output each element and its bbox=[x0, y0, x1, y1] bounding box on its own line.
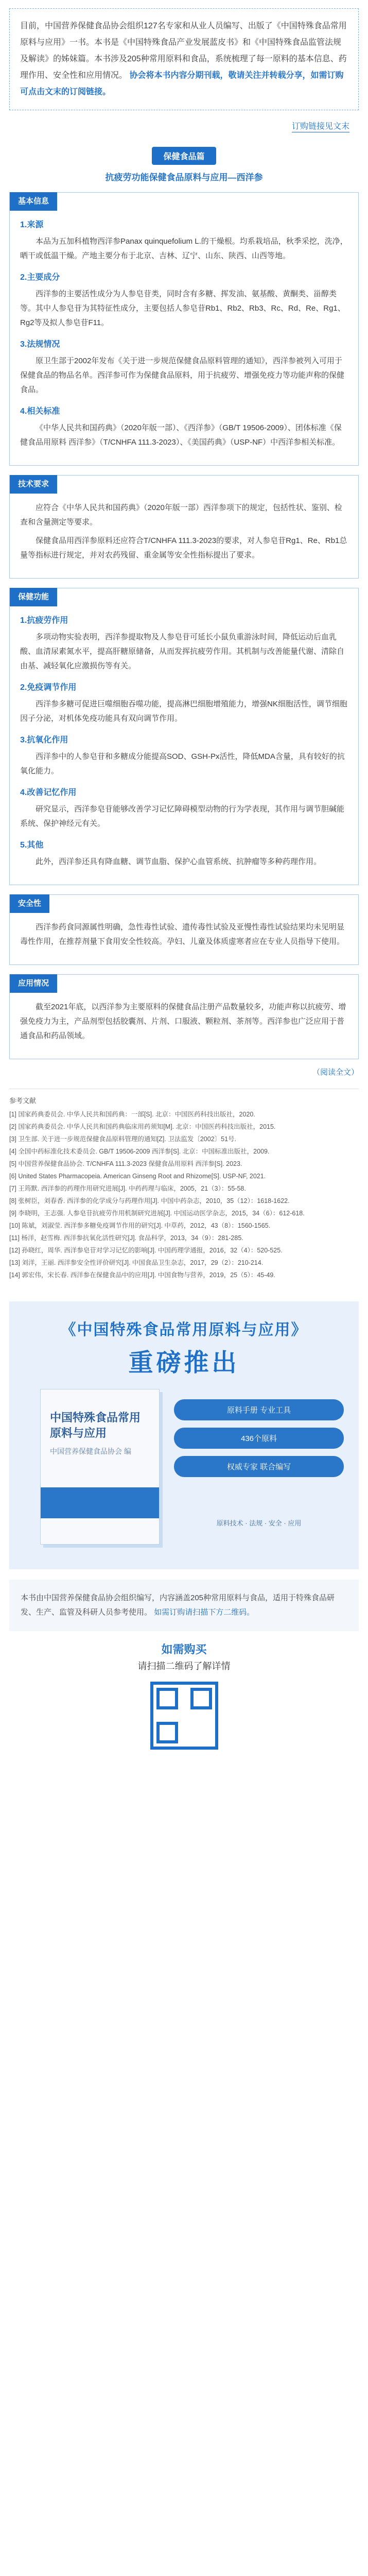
section-title: 4.改善记忆作用 bbox=[20, 788, 77, 797]
section-text: 多项动物实验表明，西洋参提取物及人参皂苷可延长小鼠负重游泳时间，降低运动后血乳酸、血清尿素氮水平，提高肝糖原储备，从而发挥抗疲劳作用。其机制与改善能量代谢、清除自由基、减轻氧化应激损伤等有关。 bbox=[20, 633, 345, 670]
reference-item: [14] 郭宏伟，宋长春. 西洋参在保健食品中的应用[J]. 中国食物与营养，2019，25（5）：45-49. bbox=[9, 1272, 275, 1279]
contact-line-2: 请扫描二维码了解详情 bbox=[137, 1661, 231, 1671]
section-text: 西洋参中的人参皂苷和多糖成分能提高SOD、GSH-Px活性，降低MDA含量，具有较好的抗氧化能力。 bbox=[20, 752, 345, 775]
reference-item: [6] United States Pharmacopeia. American Ginseng Root and Rhizome[S]. USP-NF, 2021. bbox=[9, 1173, 266, 1180]
section-title: 3.抗氧化作用 bbox=[20, 736, 68, 744]
reference-item: [2] 国家药典委员会. 中华人民共和国药典临床用药须知[M]. 北京：中国医药科技出版社，2015. bbox=[9, 1123, 276, 1130]
card-tab-basic: 基本信息 bbox=[10, 192, 57, 211]
qr-code-icon[interactable] bbox=[150, 1682, 218, 1750]
reference-item: [4] 全国中药标准化技术委员会. GB/T 19506-2009 西洋参[S]. 北京：中国标准出版社，2009. bbox=[9, 1148, 270, 1155]
book-cover-band bbox=[41, 1487, 159, 1518]
section-text: 原卫生部于2002年发布《关于进一步规范保健食品原料管理的通知》，西洋参被列入可用于保健食品的物品名单。西洋参可作为保健食品原料，用于抗疲劳、增强免疫力等功能声称的保健食品。 bbox=[20, 357, 345, 394]
reference-item: [3] 卫生部. 关于进一步规范保健食品原料管理的通知[Z]. 卫法监发〔2002〕51号. bbox=[9, 1136, 237, 1143]
application-card bbox=[9, 974, 359, 1059]
promo-heading: 《中国特殊食品常用原料与应用》 bbox=[60, 1321, 308, 1338]
contact-line-1: 如需购买 bbox=[161, 1643, 207, 1656]
promo-chip: 原料手册 专业工具 bbox=[174, 1399, 344, 1420]
promo-big-title: 重磅推出 bbox=[128, 1349, 240, 1377]
reference-item: [1] 国家药典委员会. 中华人民共和国药典：一部[S]. 北京：中国医药科技出版社，2020. bbox=[9, 1111, 255, 1118]
book-cover-image bbox=[40, 1389, 160, 1545]
references-title: 参考文献 bbox=[9, 1097, 37, 1105]
intro-box bbox=[9, 8, 359, 110]
safety-card bbox=[9, 894, 359, 965]
reference-item: [13] 刘洋，王丽. 西洋参安全性评价研究[J]. 中国食品卫生杂志，2017，29（2）：210-214. bbox=[9, 1259, 264, 1266]
section-title: 2.免疫调节作用 bbox=[20, 683, 77, 692]
section-title: 2.主要成分 bbox=[20, 273, 60, 282]
tech-text-1: 应符合《中华人民共和国药典》（2020年版一部）西洋参项下的规定，包括性状、鉴别、检查和含量测定等要求。 bbox=[20, 503, 342, 527]
basic-info-card bbox=[9, 192, 359, 466]
promo-chips bbox=[174, 1399, 344, 1484]
section-title: 4.相关标准 bbox=[20, 407, 60, 416]
order-info bbox=[9, 1580, 359, 1631]
card-tab-safety: 安全性 bbox=[10, 894, 49, 913]
safety-text: 西洋参药食同源属性明确，急性毒性试验、遗传毒性试验及亚慢性毒性试验结果均未见明显毒性作用，在推荐剂量下食用安全性较高。孕妇、儿童及体质虚寒者应在专业人员指导下使用。 bbox=[20, 923, 345, 946]
category-pill: 保健食品篇 bbox=[152, 147, 216, 165]
reference-list bbox=[9, 1109, 359, 1281]
intro-highlight: 协会将本书内容分期刊载，敬请关注并转载分享，如需订购可点击文末的订阅链接。 bbox=[20, 71, 344, 96]
reference-item: [8] 张树臣，刘春香. 西洋参的化学成分与药理作用[J]. 中国中药杂志，2010，35（12）：1618-1622. bbox=[9, 1197, 290, 1205]
category-header bbox=[0, 147, 368, 165]
application-text: 截至2021年底，以西洋参为主要原料的保健食品注册产品数量较多，功能声称以抗疲劳、增强免疫力为主，产品剂型包括胶囊剂、片剂、口服液、颗粒剂、茶剂等。西洋参也广泛应用于普通食品和药品领域。 bbox=[20, 1003, 346, 1040]
reference-item: [9] 李晓明，王志强. 人参皂苷抗疲劳作用机制研究进展[J]. 中国运动医学杂志，2015，34（6）：612-618. bbox=[9, 1210, 305, 1217]
book-title: 中国特殊食品常用原料与应用 bbox=[50, 1411, 141, 1439]
intro-text: 目前，中国营养保健食品协会组织127名专家和从业人员编写、出版了《中国特殊食品常用原料与应用》一书。本书是《中国特殊食品产业发展蓝皮书》和《中国特殊食品监管法规及解读》的姊妹篇。本书涉及205种常用原料和食品，系统梳理了每一原料的基本信息、药理作用、安全性和应用情况。 bbox=[20, 22, 347, 80]
section-text: 此外，西洋参还具有降血糖、调节血脂、保护心血管系统、抗肿瘤等多种药理作用。 bbox=[36, 857, 322, 866]
reference-item: [10] 陈斌，刘淑莹. 西洋参多糖免疫调节作用的研究[J]. 中草药，2012，43（8）：1560-1565. bbox=[9, 1222, 271, 1229]
reference-item: [7] 王筠默. 西洋参的药理作用研究进展[J]. 中药药理与临床，2005，21（3）：55-58. bbox=[9, 1185, 246, 1192]
reference-item: [12] 孙晓红，周华. 西洋参皂苷对学习记忆的影响[J]. 中国药理学通报，2016，32（4）：520-525. bbox=[9, 1247, 283, 1254]
references bbox=[9, 1095, 359, 1281]
section-title: 1.来源 bbox=[20, 221, 44, 229]
book-promo-banner[interactable] bbox=[9, 1301, 359, 1569]
section-title: 5.其他 bbox=[20, 841, 44, 850]
contact-block bbox=[0, 1641, 368, 1750]
promo-chip: 权威专家 联合编写 bbox=[174, 1456, 344, 1477]
order-highlight: 如需订购请扫描下方二维码。 bbox=[154, 1608, 255, 1617]
reference-item: [5] 中国营养保健食品协会. T/CNHFA 111.3-2023 保健食品用原料 西洋参[S]. 2023. bbox=[9, 1160, 242, 1167]
category-title: 抗疲劳功能保健食品原料与应用—西洋参 bbox=[105, 173, 263, 182]
card-tab-function: 保健功能 bbox=[10, 588, 57, 606]
section-text: 西洋参的主要活性成分为人参皂苷类，同时含有多糖、挥发油、氨基酸、黄酮类、甾醇类等。其中人参皂苷为其特征性成分，主要包括人参皂苷Rb1、Rb2、Rb3、Rc、Rd、Re、Rg1、Rg2等及拟人参皂苷F11。 bbox=[20, 290, 345, 327]
promo-note: 原料技术 · 法规 · 安全 · 应用 bbox=[216, 1519, 302, 1527]
book-subtitle: 中国营养保健食品协会 编 bbox=[50, 1447, 131, 1455]
reference-item: [11] 杨洋，赵雪梅. 西洋参抗氧化活性研究[J]. 食品科学，2013，34（9）：281-285. bbox=[9, 1234, 243, 1242]
section-title: 3.法规情况 bbox=[20, 340, 60, 349]
section-title: 1.抗疲劳作用 bbox=[20, 616, 68, 625]
card-tab-application: 应用情况 bbox=[10, 974, 57, 993]
read-more-link[interactable]: （阅读全文） bbox=[312, 1068, 359, 1077]
tech-card bbox=[9, 475, 359, 579]
order-text: 本书由中国营养保健食品协会组织编写，内容涵盖205种常用原料与食品，适用于特殊食品研发、生产、监管及科研人员参考使用。 bbox=[21, 1594, 335, 1617]
section-text: 本品为五加科植物西洋参Panax quinquefolium L.的干燥根。均系栽培品，秋季采挖，洗净，晒干或低温干燥。产地主要分布于北京、吉林、辽宁、山东、陕西、山西等地。 bbox=[20, 237, 348, 260]
section-text: 西洋参多糖可促进巨噬细胞吞噬功能，提高淋巴细胞增殖能力，增强NK细胞活性，调节细胞因子分泌，对机体免疫功能具有双向调节作用。 bbox=[20, 700, 347, 723]
section-text: 研究显示，西洋参皂苷能够改善学习记忆障碍模型动物的行为学表现，其作用与调节胆碱能系统、保护神经元有关。 bbox=[20, 805, 345, 828]
function-card bbox=[9, 588, 359, 885]
tech-text-2: 保健食品用西洋参原料还应符合T/CNHFA 111.3-2023的要求，对人参皂苷Rg1、Re、Rb1总量等指标进行规定，并对农药残留、重金属等安全性指标提出了要求。 bbox=[20, 536, 347, 560]
promo-chip: 436个原料 bbox=[174, 1428, 344, 1449]
card-tab-tech: 技术要求 bbox=[10, 475, 57, 494]
subscribe-link[interactable]: 订购链接见文末 bbox=[0, 120, 349, 131]
section-text: 《中华人民共和国药典》（2020年版一部）、《西洋参》（GB/T 19506-2009）、团体标准《保健食品用原料 西洋参》（T/CNHFA 111.3-2023）、《美国药典》（USP-NF）中西洋参相关标准。 bbox=[20, 423, 342, 447]
